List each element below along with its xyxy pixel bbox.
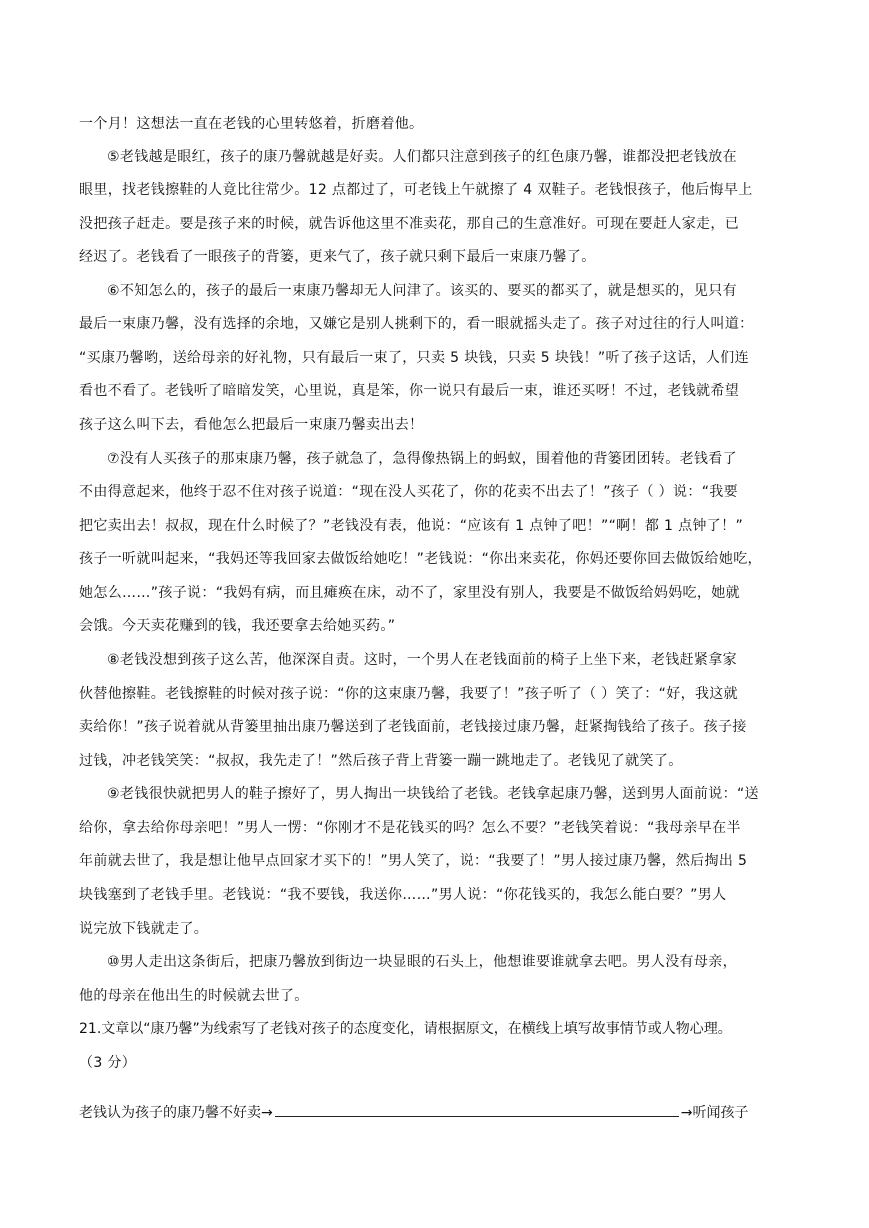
paragraph-line: 眼里，找老钱擦鞋的人竟比往常少。12 点都过了，可老钱上午就擦了 4 双鞋子。老钱恨孩子，他后悔早上 bbox=[79, 182, 753, 198]
paragraph-line: 最后一束康乃馨，没有选择的余地，又嫌它是别人挑剩下的，看一眼就摇头走了。孩子对过往的行人叫道： bbox=[79, 316, 754, 332]
paragraph-line: “买康乃馨哟，送给母亲的好礼物，只有最后一束了，只卖 5 块钱，只卖 5 块钱！”听了孩子这话，人们连 bbox=[79, 350, 749, 366]
paragraph-line: 看也不看了。老钱听了暗暗发笑，心里说，真是笨，你一说只有最后一束，谁还买呀！不过，老钱就希望 bbox=[79, 383, 740, 399]
question-21-text: 21.文章以“康乃馨”为线索写了老钱对孩子的态度变化，请根据原文，在横线上填写故事情节或人物心理。 bbox=[79, 1021, 732, 1037]
paragraph-line: 把它卖出去！叔叔，现在什么时候了？”老钱没有表，他说：“应该有 1 点钟了吧！”“啊！都 1 点钟了！” bbox=[79, 518, 744, 534]
paragraph-line: 她怎么……”孩子说：“我妈有病，而且瘫痪在床，动不了，家里没有别人，我要是不做饭给妈妈吃，她就 bbox=[79, 585, 740, 601]
answer-line bbox=[79, 1102, 790, 1122]
paragraph-line: 卖给你！”孩子说着就从背篓里抽出康乃馨送到了老钱面前，老钱接过康乃馨，赶紧掏钱给了孩子。孩子接 bbox=[79, 719, 747, 735]
answer-blank[interactable] bbox=[275, 1102, 679, 1117]
paragraph-line: 孩子一听就叫起来，“我妈还等我回家去做饭给她吃！”老钱说：“你出来卖花，你妈还要你回去做饭给她吃， bbox=[79, 551, 762, 567]
paragraph-7-line: ⑦没有人买孩子的那束康乃馨，孩子就急了，急得像热锅上的蚂蚁，围着他的背篓团团转。老钱看了 bbox=[107, 451, 737, 467]
paragraph-line: 经迟了。老钱看了一眼孩子的背篓，更来气了，孩子就只剩下最后一束康乃馨了。 bbox=[79, 249, 596, 265]
paragraph-5-line: ⑤老钱越是眼红，孩子的康乃馨就越是好卖。人们都只注意到孩子的红色康乃馨，谁都没把老钱放在 bbox=[107, 149, 737, 165]
paragraph-line: 没把孩子赶走。要是孩子来的时候，就告诉他这里不准卖花，那自己的生意准好。可现在要赶人家走，已 bbox=[79, 216, 740, 232]
paragraph-line: 伙替他擦鞋。老钱擦鞋的时候对孩子说：“你的这束康乃馨，我要了！”孩子听了（ ）笑了：“好，我这就 bbox=[79, 686, 739, 702]
paragraph-line: 块钱塞到了老钱手里。老钱说：“我不要钱，我送你……”男人说：“你花钱买的，我怎么能白要？”男人 bbox=[79, 887, 727, 903]
paragraph-10-line: ⑩男人走出这条街后，把康乃馨放到街边一块显眼的石头上，他想谁要谁就拿去吧。男人没有母亲， bbox=[107, 954, 737, 970]
paragraph-line: 说完放下钱就走了。 bbox=[79, 921, 209, 937]
paragraph-line: 年前就去世了，我是想让他早点回家才买下的！”男人笑了，说：“我要了！”男人接过康乃馨，然后掏出 5 bbox=[79, 853, 748, 869]
paragraph-line: 会饿。今天卖花赚到的钱，我还要拿去给她买药。” bbox=[79, 618, 396, 634]
paragraph-line: 他的母亲在他出生的时候就去世了。 bbox=[79, 988, 309, 1004]
answer-start-text: 老钱认为孩子的康乃馨不好卖→ bbox=[79, 1105, 273, 1121]
paragraph-line: 不由得意起来，他终于忍不住对孩子说道：“现在没人买花了，你的花卖不出去了！”孩子（ ）说：“我要 bbox=[79, 484, 739, 500]
paragraph-9-line: ⑨老钱很快就把男人的鞋子擦好了，男人掏出一块钱给了老钱。老钱拿起康乃馨，送到男人面前说：“送 bbox=[107, 786, 759, 802]
paragraph-line: 给你，拿去给你母亲吧！”男人一愣：“你刚才不是花钱买的吗？怎么不要？”老钱笑着说：“我母亲早在半 bbox=[79, 820, 741, 836]
paragraph-line: 过钱，冲老钱笑笑：“叔叔，我先走了！”然后孩子背上背篓一蹦一跳地走了。老钱见了就笑了。 bbox=[79, 753, 683, 769]
paragraph-line: 一个月！这想法一直在老钱的心里转悠着，折磨着他。 bbox=[79, 116, 424, 132]
answer-end-text: →听闻孩子 bbox=[680, 1105, 749, 1121]
paragraph-line: 孩子这么叫下去，看他怎么把最后一束康乃馨卖出去！ bbox=[79, 417, 424, 433]
paragraph-6-line: ⑥不知怎么的，孩子的最后一束康乃馨却无人问津了。该买的、要买的都买了，就是想买的，见只有 bbox=[107, 283, 737, 299]
paragraph-8-line: ⑧老钱没想到孩子这么苦，他深深自责。这时，一个男人在老钱面前的椅子上坐下来，老钱赶紧拿家 bbox=[107, 652, 737, 668]
question-21-score: （3 分） bbox=[79, 1055, 137, 1071]
